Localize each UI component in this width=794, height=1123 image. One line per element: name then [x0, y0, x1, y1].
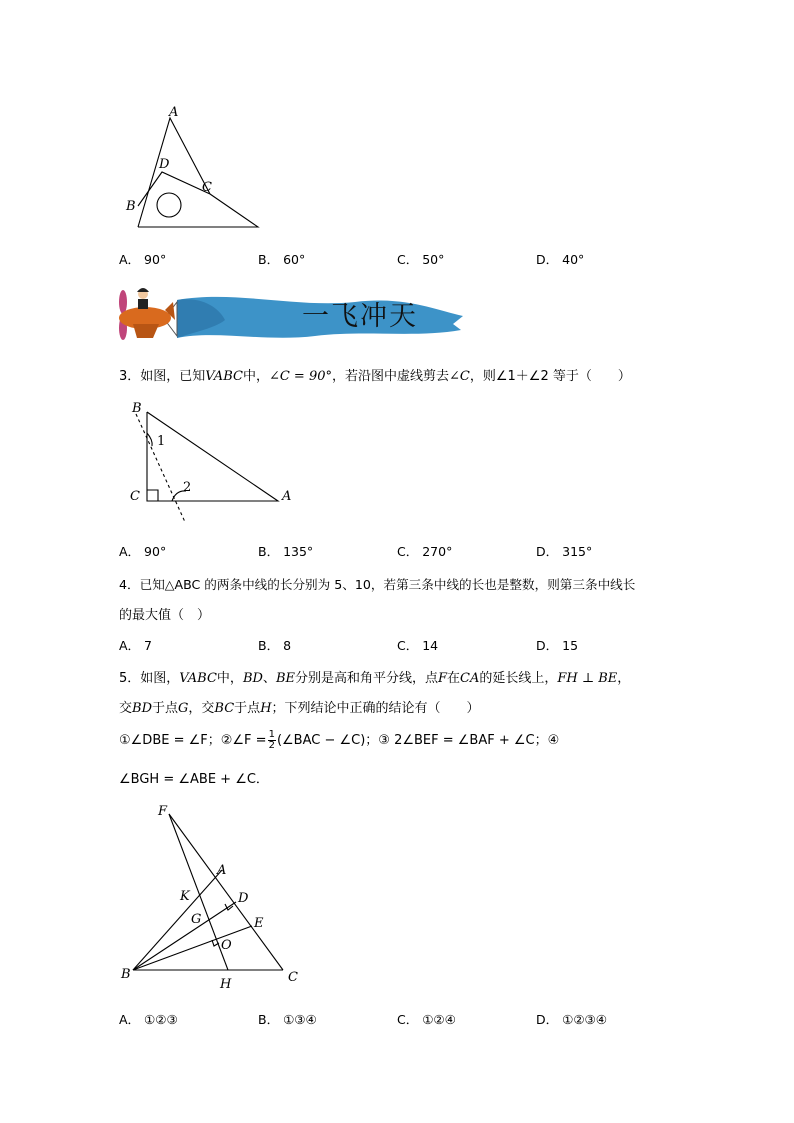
q3-stem: 3．如图，已知VABC中，∠C = 90°，若沿图中虚线剪去∠C，则∠1＋∠2 等于（ ） [119, 369, 631, 384]
q5-label-c: C [288, 970, 298, 985]
q2-option-b[interactable]: B． 60° [258, 252, 306, 267]
q5-option-d[interactable]: D． ①②③④ [536, 1012, 607, 1027]
q5-label-d: D [238, 891, 249, 906]
q2-figure [110, 100, 270, 235]
q2-option-c[interactable]: C． 50° [397, 252, 445, 267]
q2-label-a: A [169, 105, 179, 120]
q5-label-a: A [217, 863, 227, 878]
q5-line-fh [169, 814, 228, 970]
q5-line-be [133, 926, 252, 970]
q5-option-a[interactable]: A． ①②③ [119, 1012, 178, 1027]
fraction-one-half: $\frac{1}{2}$ [268, 729, 275, 751]
q3-option-d[interactable]: D． 315° [536, 544, 593, 559]
q3-label-c: C [130, 489, 140, 504]
q4-option-b[interactable]: B． 8 [258, 638, 292, 653]
q3-label-1: 1 [157, 434, 166, 449]
q3-label-2: 2 [183, 480, 192, 495]
q4-option-d[interactable]: D． 15 [536, 638, 579, 653]
q5-label-b: B [121, 967, 131, 982]
q2-label-d: D [159, 157, 170, 172]
q4-option-a[interactable]: A． 7 [119, 638, 152, 653]
q4-option-c[interactable]: C． 14 [397, 638, 439, 653]
q5-label-g: G [191, 912, 202, 927]
q5-statements-line1: ①∠DBE = ∠F；②∠F = $\frac{1}{2}$ (∠BAC − ∠C)；③ 2∠BEF = ∠BAF + ∠C；④ [119, 729, 560, 751]
q5-statements-line2: ∠BGH = ∠ABE + ∠C． [119, 772, 269, 787]
q5-figure [118, 798, 308, 994]
q3-figure [126, 398, 296, 526]
q2-triangle-upper [138, 118, 210, 227]
q5-label-o: O [221, 938, 232, 953]
q3-option-c[interactable]: C． 270° [397, 544, 453, 559]
q5-label-e: E [254, 916, 264, 931]
plane-wing [133, 324, 159, 338]
q5-option-c[interactable]: C． ①②④ [397, 1012, 456, 1027]
q2-label-b: B [126, 199, 136, 214]
q5-stem-line2: 交BD于点G，交BC于点H；下列结论中正确的结论有（ ） [119, 701, 480, 716]
q5-line-bf [133, 814, 169, 970]
q2-triangle-lower [138, 194, 258, 227]
q3-option-b[interactable]: B． 135° [258, 544, 314, 559]
propeller-top [119, 290, 127, 314]
q3-label-b: B [132, 401, 142, 416]
pilot-body [138, 299, 148, 309]
q3-dashed-cut [136, 414, 185, 522]
q2-option-d[interactable]: D． 40° [536, 252, 585, 267]
q5-label-k: K [180, 889, 190, 904]
q3-option-a[interactable]: A． 90° [119, 544, 167, 559]
q5-stem-line1: 5．如图，VABC中，BD、BE分别是高和角平分线，点F在CA的延长线上，FH ⊥ BE， [119, 671, 631, 686]
q5-label-h: H [220, 977, 232, 992]
q3-triangle [147, 412, 278, 501]
q2-label-c: C [202, 180, 212, 195]
q3-right-angle-mark [147, 490, 158, 501]
q4-stem-line2: 的最大值（ ） [119, 608, 211, 623]
q2-circle [157, 193, 181, 217]
q5-label-f: F [158, 804, 168, 819]
q2-option-a[interactable]: A． 90° [119, 252, 167, 267]
banner-text: 一飞冲天 [302, 301, 418, 332]
q3-label-a: A [282, 489, 292, 504]
q5-option-b[interactable]: B． ①③④ [258, 1012, 317, 1027]
q4-stem-line1: 4．已知△ABC 的两条中线的长分别为 5、10，若第三条中线的长也是整数，则第三条中线长 [119, 577, 636, 592]
pilot-hair [137, 288, 149, 292]
